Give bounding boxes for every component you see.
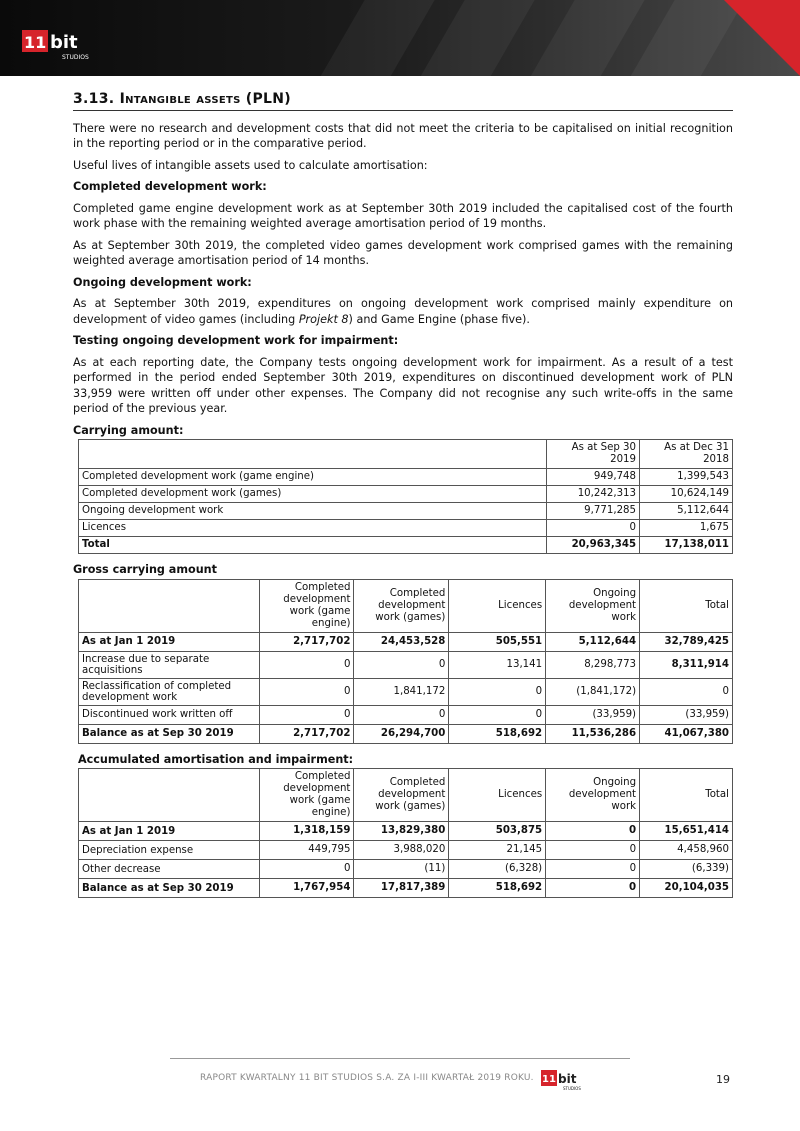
table-cell: 13,141: [449, 651, 546, 678]
company-logo: [22, 28, 102, 62]
table-cell: 0: [546, 822, 640, 841]
table-cell: 0: [546, 841, 640, 860]
row-label: Completed development work (games): [79, 486, 547, 503]
table-row: [79, 678, 733, 705]
row-label: Completed development work (game engine): [79, 469, 547, 486]
accum-amortisation-table: [78, 768, 733, 898]
column-header: Total: [640, 579, 733, 632]
table-cell: 8,298,773: [546, 651, 640, 678]
table-cell: 17,138,011: [640, 537, 733, 554]
table-cell: 5,112,644: [640, 503, 733, 520]
paragraph: Completed game engine development work as at September 30th 2019 included the capitalised cost of the fourth work phase with the remaining weighted average amortisation period of 19 months.: [73, 201, 733, 230]
svg-text:bit: bit: [558, 1072, 577, 1086]
red-corner-accent: [724, 0, 800, 76]
column-header: Total: [640, 769, 733, 822]
table-row: [79, 879, 733, 898]
subheading: Testing ongoing development work for impairment:: [73, 334, 399, 347]
column-header: As at Sep 30 2019: [547, 440, 640, 469]
column-header: Licences: [449, 769, 546, 822]
table-cell: 518,692: [449, 879, 546, 898]
svg-text:11: 11: [542, 1074, 556, 1085]
table-cell: (1,841,172): [546, 678, 640, 705]
section-heading: [73, 92, 733, 111]
row-label: Balance as at Sep 30 2019: [79, 879, 260, 898]
table-cell: (6,328): [449, 860, 546, 879]
subheading: Completed development work:: [73, 180, 267, 193]
paragraph: As at September 30th 2019, the completed video games development work comprised games with the remaining weighted average amortisation period of 14 months.: [73, 238, 733, 267]
table-header-row: [79, 440, 733, 469]
svg-text:STUDIOS: STUDIOS: [62, 54, 89, 61]
table-cell: 5,112,644: [546, 632, 640, 651]
column-header: Licences: [449, 579, 546, 632]
carrying-amount-label: Carrying amount:: [73, 423, 184, 437]
row-label: As at Jan 1 2019: [79, 632, 260, 651]
table-cell: 21,145: [449, 841, 546, 860]
table-cell: 1,675: [640, 520, 733, 537]
table-row: [79, 537, 733, 554]
row-label: As at Jan 1 2019: [79, 822, 260, 841]
table-cell: 10,624,149: [640, 486, 733, 503]
row-label: Discontinued work written off: [79, 705, 260, 724]
table-cell: (33,959): [640, 705, 733, 724]
table-header-row: [79, 579, 733, 632]
footer-divider: [170, 1058, 630, 1059]
table-cell: 24,453,528: [354, 632, 449, 651]
table-cell: 1,841,172: [354, 678, 449, 705]
table-cell: 13,829,380: [354, 822, 449, 841]
table-cell: 41,067,380: [640, 724, 733, 743]
table-cell: 8,311,914: [640, 651, 733, 678]
table-cell: 1,318,159: [259, 822, 354, 841]
table-cell: (33,959): [546, 705, 640, 724]
table-cell: 505,551: [449, 632, 546, 651]
page-header: [0, 0, 800, 76]
row-label: Licences: [79, 520, 547, 537]
table-row: [79, 486, 733, 503]
row-label: Total: [79, 537, 547, 554]
table-row: [79, 724, 733, 743]
table-row: [79, 705, 733, 724]
paragraph: As at September 30th 2019, expenditures on ongoing development work comprised mainly expenditure on development of video games (including Projekt 8) and Game Engine (phase five).: [73, 297, 733, 326]
column-header: Ongoing development work: [546, 579, 640, 632]
column-header: As at Dec 31 2018: [640, 440, 733, 469]
column-header: Completed development work (game engine): [259, 579, 354, 632]
table-cell: 10,242,313: [547, 486, 640, 503]
table-row: [79, 469, 733, 486]
row-label: Depreciation expense: [79, 841, 260, 860]
table-cell: 449,795: [259, 841, 354, 860]
table-cell: 0: [449, 678, 546, 705]
table-row: [79, 841, 733, 860]
table-row: [79, 822, 733, 841]
table-header-row: [79, 769, 733, 822]
table-cell: 503,875: [449, 822, 546, 841]
paragraph: As at each reporting date, the Company tests ongoing development work for impairment. As a result of a test performed in the period ended September 30th 2019, expenditures on discontinued development work of PLN 33,959 were written off under other expenses. The Company did not recognise any such write-offs in the same period of the previous year.: [73, 355, 733, 415]
table-cell: 0: [546, 879, 640, 898]
main-content: [73, 92, 733, 898]
row-label: Balance as at Sep 30 2019: [79, 724, 260, 743]
table-cell: (11): [354, 860, 449, 879]
column-header: Completed development work (games): [354, 579, 449, 632]
table-cell: 11,536,286: [546, 724, 640, 743]
table-row: [79, 520, 733, 537]
table-cell: 0: [640, 678, 733, 705]
table-cell: 32,789,425: [640, 632, 733, 651]
table-cell: 0: [259, 705, 354, 724]
column-header: [79, 440, 547, 469]
table-cell: 4,458,960: [640, 841, 733, 860]
row-label: Ongoing development work: [79, 503, 547, 520]
table-cell: 20,963,345: [547, 537, 640, 554]
table-cell: 15,651,414: [640, 822, 733, 841]
table-row: [79, 503, 733, 520]
column-header: Completed development work (games): [354, 769, 449, 822]
table-cell: 9,771,285: [547, 503, 640, 520]
paragraph: Useful lives of intangible assets used to calculate amortisation:: [73, 158, 428, 172]
footer-logo: [541, 1068, 589, 1092]
table-row: [79, 632, 733, 651]
section-title: Intangible assets (PLN): [119, 91, 291, 107]
svg-text:STUDIOS: STUDIOS: [563, 1086, 581, 1091]
column-header: [79, 769, 260, 822]
column-header: Ongoing development work: [546, 769, 640, 822]
table-cell: (6,339): [640, 860, 733, 879]
table-cell: 0: [259, 860, 354, 879]
accum-amortisation-label: Accumulated amortisation and impairment:: [78, 752, 354, 766]
table-row: [79, 860, 733, 879]
row-label: Reclassification of completed development work: [79, 678, 260, 705]
row-label: Other decrease: [79, 860, 260, 879]
page-number: 19: [716, 1073, 730, 1086]
table-cell: 3,988,020: [354, 841, 449, 860]
table-cell: 26,294,700: [354, 724, 449, 743]
table-cell: 0: [259, 678, 354, 705]
svg-text:bit: bit: [50, 32, 78, 53]
table-cell: 0: [547, 520, 640, 537]
table-cell: 2,717,702: [259, 632, 354, 651]
table-cell: 0: [449, 705, 546, 724]
table-cell: 0: [354, 651, 449, 678]
footer-text: RAPORT KWARTALNY 11 BIT STUDIOS S.A. ZA I-III KWARTAŁ 2019 ROKU.: [200, 1073, 534, 1083]
table-cell: 2,717,702: [259, 724, 354, 743]
gross-carrying-table: [78, 579, 733, 744]
section-number: 3.13.: [73, 91, 115, 107]
column-header: Completed development work (game engine): [259, 769, 354, 822]
table-cell: 518,692: [449, 724, 546, 743]
svg-text:11: 11: [24, 33, 47, 52]
table-cell: 1,399,543: [640, 469, 733, 486]
table-cell: 17,817,389: [354, 879, 449, 898]
table-cell: 0: [546, 860, 640, 879]
table-cell: 0: [259, 651, 354, 678]
table-cell: 949,748: [547, 469, 640, 486]
subheading: Ongoing development work:: [73, 275, 252, 289]
column-header: [79, 579, 260, 632]
carrying-amount-table: [78, 439, 733, 554]
row-label: Increase due to separate acquisitions: [79, 651, 260, 678]
table-cell: 1,767,954: [259, 879, 354, 898]
table-cell: 20,104,035: [640, 879, 733, 898]
gross-carrying-label: Gross carrying amount: [73, 563, 217, 576]
paragraph: There were no research and development costs that did not meet the criteria to be capitalised on initial recognition in the reporting period or in the comparative period.: [73, 121, 733, 150]
table-cell: 0: [354, 705, 449, 724]
table-row: [79, 651, 733, 678]
